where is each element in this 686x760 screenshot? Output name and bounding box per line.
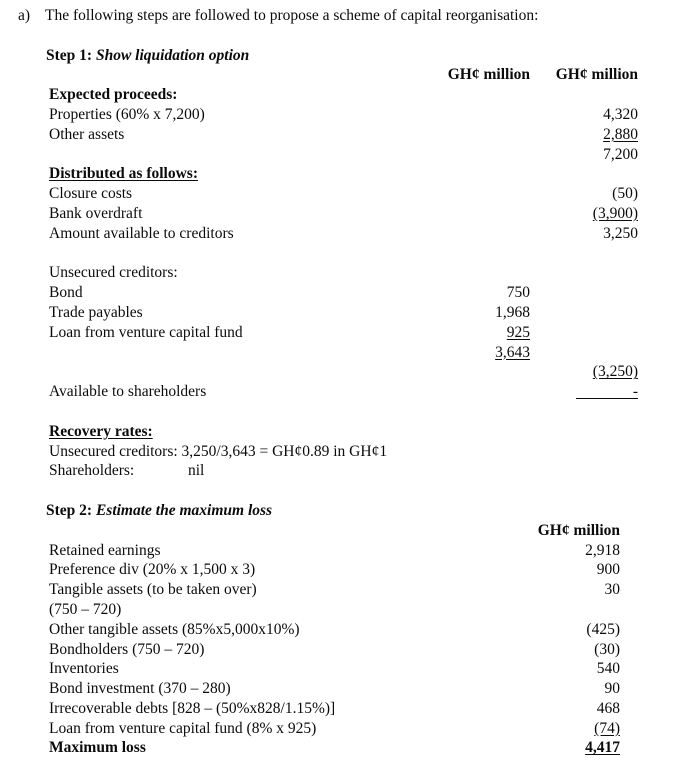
list-marker: a) [18,7,31,24]
row-value [512,640,638,660]
spacer-row [18,402,638,422]
row-label-text: Unsecured creditors: 3,250/3,643 = GH¢0.89 in GH¢1 [49,442,388,460]
row-label-text: Bank overdraft [49,204,143,222]
amount: (425) [586,620,620,638]
row-label-text: Properties (60% x 7,200) [49,105,205,123]
row-label [18,105,430,125]
row-label [18,184,430,204]
col2-amount: 2,880 [603,125,638,143]
row-label [18,422,430,442]
row-label [18,125,430,145]
table-row [18,343,638,363]
col1-amount: 1,968 [495,303,530,321]
row-label-text: Distributed as follows: [49,165,198,183]
row-label-text: Available to shareholders [49,383,207,401]
table-row [18,303,638,323]
col1-amount: 3,643 [495,343,530,361]
step1-title [18,46,638,66]
row-label [18,620,512,640]
col1-amount: 925 [506,323,530,341]
step1-column-headers [18,65,638,85]
row-label-text: Loan from venture capital fund (8% x 925) [49,719,317,737]
row-label [18,85,430,105]
row-label [18,263,430,283]
step2-column-headers [18,521,638,541]
col2-amount: 7,200 [603,145,638,163]
table-row [18,204,638,224]
row-value-col2 [530,184,638,204]
step1-section [18,46,638,482]
spacer-row [18,244,638,264]
table-row [18,263,638,283]
row-label-text: Recovery rates: [49,422,153,440]
intro-text: The following steps are followed to propose a scheme of capital reorganisation: [45,7,539,24]
column-header-2: GH¢ million [555,66,638,84]
row-value [512,659,638,679]
table-row [18,461,638,481]
table-row [18,422,638,442]
amount: (74) [594,719,620,737]
col2-amount: (3,900) [592,204,638,222]
row-label-text: Bond investment (370 – 280) [49,680,231,698]
table-row [18,620,638,640]
row-label [18,204,430,224]
table-row [18,145,638,165]
row-label [18,382,430,402]
table-row [18,580,638,600]
table-row [18,719,638,739]
col2-amount: (50) [612,185,638,203]
row-label [18,224,430,244]
amount: 90 [604,680,620,698]
row-label-part1: Shareholders: [49,462,135,480]
table-row [18,85,638,105]
row-label [18,600,512,620]
row-value-col2 [530,204,638,224]
amount: 468 [596,699,620,717]
row-label-text: Closure costs [49,185,133,203]
table-row [18,560,638,580]
row-label-text: Maximum loss [49,739,146,757]
row-label-text: Other assets [49,125,125,143]
row-label [18,442,430,462]
amount: 30 [604,581,620,599]
step2-title-prefix: Step 2: [46,501,93,519]
table-row [18,659,638,679]
row-value-col2 [530,224,638,244]
table-row [18,283,638,303]
table-row [18,442,638,462]
col2-amount: (3,250) [592,363,638,381]
col2-amount: 3,250 [603,224,638,242]
row-label [18,719,512,739]
row-value [512,560,638,580]
column-header-1: GH¢ million [447,66,530,84]
row-label-text: Irrecoverable debts [828 – (50%x828/1.15%)] [49,699,336,717]
table-row [18,224,638,244]
step2-title [18,501,638,521]
row-value-col2 [530,382,638,402]
table-row [18,184,638,204]
row-label-text: Other tangible assets (85%x5,000x10%) [49,620,300,638]
col2-amount: - [576,386,638,399]
row-value [512,620,638,640]
row-label [18,323,430,343]
row-label [18,640,512,660]
table-row [18,105,638,125]
col2-amount: 4,320 [603,105,638,123]
step1-table [18,85,638,481]
row-label-text: Bond [49,284,83,302]
row-value-col1 [430,283,530,303]
row-value-col2 [530,105,638,125]
row-value-col2 [530,362,638,382]
row-label-text: Preference div (20% x 1,500 x 3) [49,561,256,579]
row-label [18,283,430,303]
row-label-text: Loan from venture capital fund [49,323,243,341]
step2-title-text: Estimate the maximum loss [95,501,273,519]
row-value [512,738,638,758]
intro-line [18,6,638,26]
step1-title-prefix: Step 1: [46,46,93,64]
row-value [512,541,638,561]
row-value-col2 [530,125,638,145]
step2-table [18,541,638,759]
row-value-col1 [430,323,530,343]
row-label-text: Inventories [49,660,119,678]
amount: 900 [596,561,620,579]
table-row [18,699,638,719]
table-row [18,738,638,758]
row-label-text: Unsecured creditors: [49,264,178,282]
amount: 540 [596,660,620,678]
col1-amount: 750 [506,284,530,302]
table-row [18,323,638,343]
amount: (30) [594,640,620,658]
row-label [18,659,512,679]
table-row [18,164,638,184]
row-label-text: Expected proceeds: [49,86,178,104]
step1-title-text: Show liquidation option [95,46,250,64]
row-label-text: Tangible assets (to be taken over) [49,581,257,599]
table-row [18,541,638,561]
row-value [512,679,638,699]
row-label [18,738,512,758]
row-label [18,303,430,323]
row-label [18,164,430,184]
row-value [512,719,638,739]
table-row [18,125,638,145]
column-header: GH¢ million [537,521,620,539]
row-value-col2 [530,145,638,165]
table-row [18,679,638,699]
step2-section [18,501,638,758]
row-label-text: Amount available to creditors [49,224,234,242]
row-value [512,699,638,719]
row-label-text: Retained earnings [49,541,161,559]
row-label [18,541,512,561]
table-row [18,382,638,402]
row-label-text: Bondholders (750 – 720) [49,640,205,658]
row-label-text: Trade payables [49,303,143,321]
row-label [18,461,430,481]
amount: 2,918 [585,541,620,559]
row-label [18,560,512,580]
table-row [18,362,638,382]
table-row [18,600,638,620]
row-label [18,699,512,719]
table-row [18,640,638,660]
row-label [18,679,512,699]
row-label-part2: nil [188,462,205,480]
amount: 4,417 [585,739,620,757]
row-label [18,580,512,600]
row-label-text: (750 – 720) [49,600,122,618]
row-value-col1 [430,303,530,323]
row-value [512,580,638,600]
row-value-col1 [430,343,530,363]
